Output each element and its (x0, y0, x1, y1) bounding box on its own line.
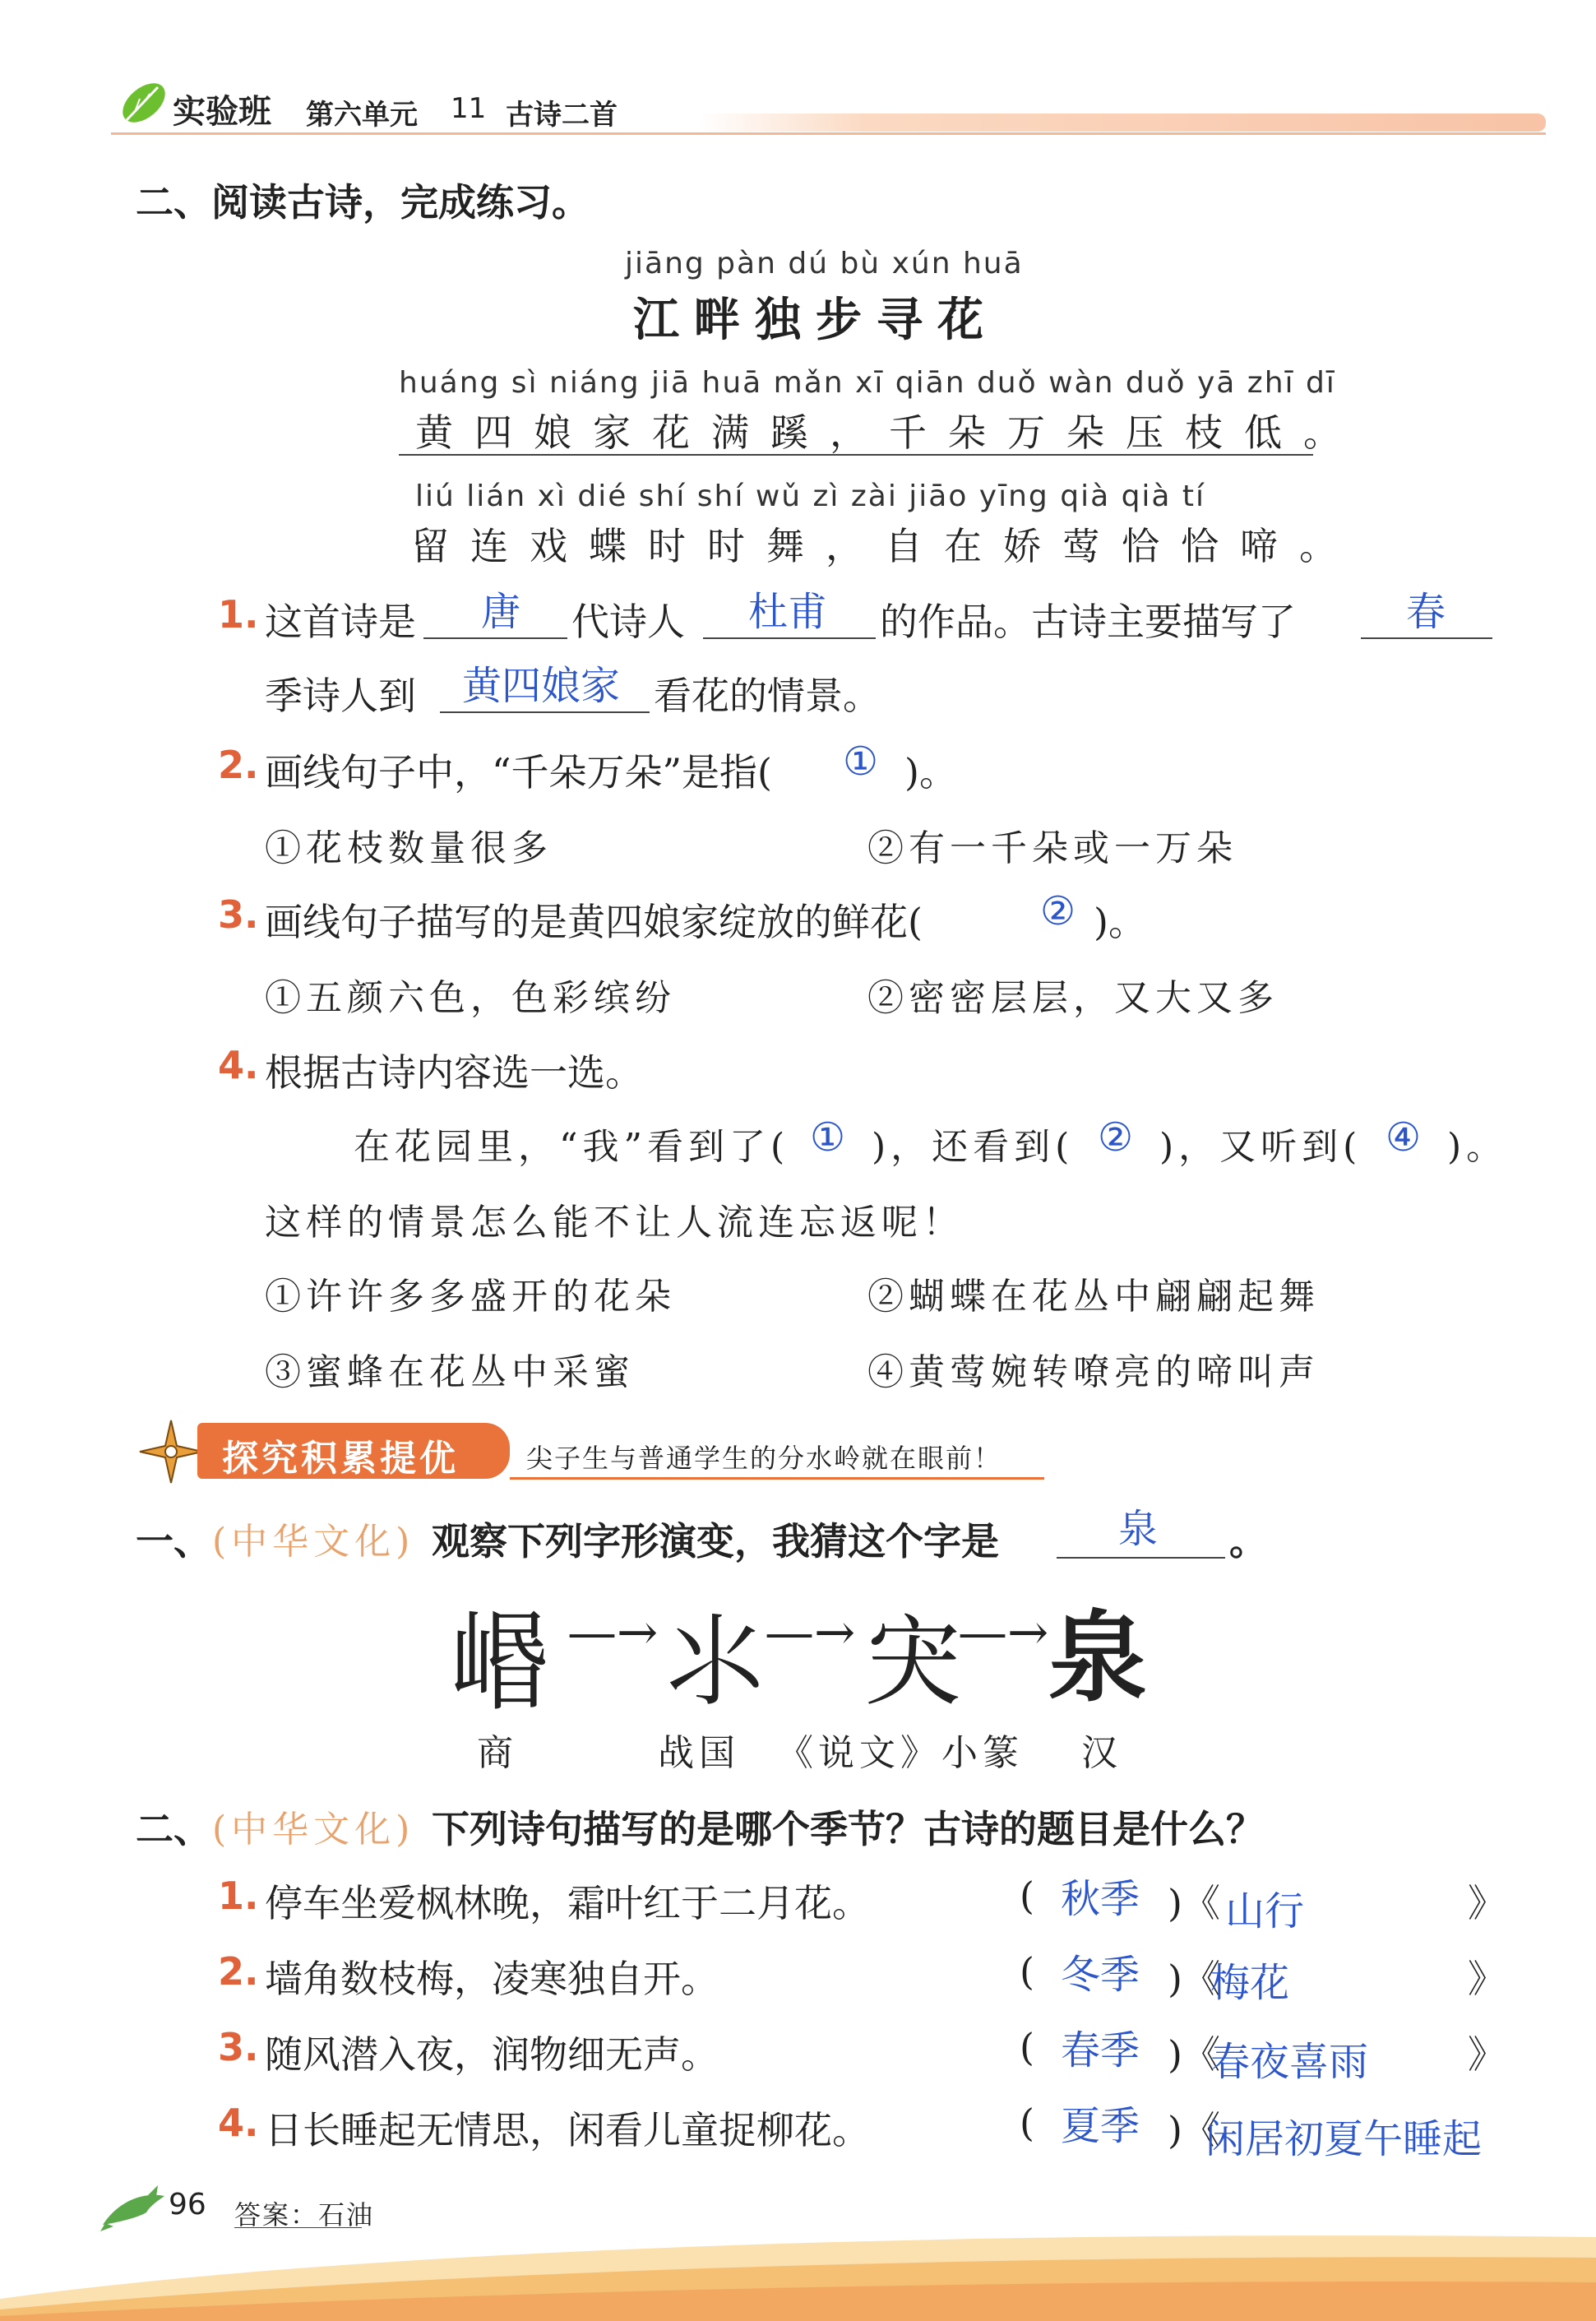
ext2-item-season: 冬季 (1061, 1952, 1140, 1998)
title-close: 》 (1468, 2032, 1506, 2077)
q4-answer-3: ④ (1386, 1114, 1422, 1160)
ext2-prefix: 二、 (136, 1807, 211, 1851)
q4-option-3: ③蜜蜂在花丛中采蜜 (265, 1351, 635, 1393)
ext2-item-line: 随风潜入夜，润物细无声。 (265, 2032, 719, 2077)
section-title: 二、阅读古诗，完成练习。 (136, 180, 590, 225)
footer-wave (0, 2221, 1596, 2321)
q1-answer-dynasty: 唐 (481, 589, 521, 635)
title-close: 》 (1468, 1957, 1506, 2001)
q2-close: )。 (904, 750, 957, 795)
q2-answer: ① (843, 739, 879, 785)
q4-sentence-3: )，又听到( (1159, 1126, 1362, 1168)
ext1-blank (1057, 1557, 1225, 1559)
arrow-2: —→ (765, 1604, 856, 1661)
glyph-label-zhanguo: 战国 (658, 1732, 740, 1774)
q4-option-4: ④黄莺婉转嘹亮的啼叫声 (867, 1351, 1320, 1393)
glyph-label-shang: 商 (477, 1732, 518, 1774)
q2-option-1: ①花枝数量很多 (265, 827, 553, 869)
header-stripe (699, 114, 1546, 132)
ext1-prefix: 一、 (136, 1519, 211, 1564)
q1-blank-3 (1361, 637, 1492, 639)
glyph-shuowen: 宊 (863, 1605, 962, 1720)
ext1-text: 观察下列字形演变，我猜这个字是 (432, 1519, 999, 1564)
page-number: 96 (169, 2188, 206, 2221)
q3-option-2: ②密密层层，又大又多 (867, 977, 1279, 1019)
q4-sentence-4: )。 (1447, 1126, 1508, 1168)
q2-text: 画线句子中，“千朵万朵”是指( (265, 750, 772, 795)
q4-text: 根据古诗内容选一选。 (265, 1050, 643, 1095)
ext2-item-number: 1. (218, 1874, 259, 1918)
ext2-tag: (中华文化) (212, 1809, 415, 1851)
q3-text: 画线句子描写的是黄四娘家绽放的鲜花( (265, 900, 923, 944)
ext1-end: 。 (1229, 1519, 1267, 1564)
q2-option-2: ②有一千朵或一万朵 (867, 827, 1237, 869)
q4-option-1: ①许许多多盛开的花朵 (265, 1276, 676, 1318)
q1-text-5: 看花的情景。 (654, 674, 881, 718)
q2-number: 2. (218, 743, 259, 787)
q1-answer-season: 春 (1406, 589, 1446, 635)
leaf-logo-icon (115, 74, 173, 132)
q4-sentence-5: 这样的情景怎么能不让人流连忘返呢！ (265, 1202, 964, 1244)
ext2-item-title: 山行 (1225, 1888, 1305, 1934)
poem-title-pinyin: jiāng pàn dú bù xún huā (625, 247, 1024, 280)
q1-text-2: 代诗人 (571, 600, 685, 644)
lesson-number: 11 (451, 92, 487, 125)
poem-line2: 留连戏蝶时时舞，自在娇莺恰恰啼。 (411, 524, 1358, 568)
q3-number: 3. (218, 892, 259, 937)
q1-answer-poet: 杜甫 (748, 589, 828, 635)
poem-line1: 黄四娘家花满蹊，千朵万朵压枝低。 (415, 410, 1362, 455)
paren-open: ( (1020, 2101, 1034, 2145)
q1-blank-2 (703, 637, 876, 639)
glyph-han: 泉 (1048, 1600, 1147, 1716)
q3-close: )。 (1094, 900, 1146, 944)
banner-underline (510, 1477, 1044, 1480)
ext2-item-season: 夏季 (1061, 2103, 1140, 2149)
q4-sentence-2: )，还看到( (872, 1126, 1075, 1168)
compass-star-icon (138, 1419, 204, 1485)
paren-open: ( (1020, 1874, 1034, 1918)
q1-answer-place: 黄四娘家 (462, 663, 621, 709)
unit-label: 第六单元 (306, 99, 418, 132)
q4-answer-1: ① (810, 1114, 846, 1160)
ext2-item-line: 停车坐爱枫林晚，霜叶红于二月花。 (265, 1881, 870, 1925)
paren-open: ( (1020, 2025, 1034, 2069)
ext2-item-title: 闲居初夏午睡起 (1205, 2116, 1483, 2162)
ext2-item-number: 4. (218, 2101, 259, 2145)
glyph-label-shuowen: 《说文》小篆 (777, 1732, 1024, 1774)
poem-title: 江畔独步寻花 (633, 294, 998, 347)
poem-line1-underline (399, 454, 1313, 456)
ext2-item-season: 春季 (1061, 2027, 1140, 2073)
poem-line1-pinyin: huáng sì niáng jiā huā mǎn xī qiān duǒ wàn duǒ yā zhī dī (399, 366, 1336, 400)
glyph-shang: 㟭 (451, 1601, 549, 1726)
ext2-item-number: 2. (218, 1949, 259, 1994)
q1-text-1: 这首诗是 (265, 600, 416, 644)
q4-answer-2: ② (1098, 1114, 1134, 1160)
title-open: )《 (1168, 1881, 1220, 1925)
header-rule (111, 132, 1546, 135)
ext2-item-season: 秋季 (1061, 1876, 1140, 1922)
answer-note: 答案：石油 (234, 2199, 375, 2231)
glyph-label-han: 汉 (1081, 1732, 1122, 1774)
ext1-tag: (中华文化) (212, 1521, 415, 1563)
title-open: )《 (1168, 1957, 1220, 2001)
q1-blank-4 (440, 711, 650, 713)
ext2-item-line: 墙角数枝梅，凌寒独自开。 (265, 1957, 719, 2001)
q1-text-4: 季诗人到 (265, 674, 416, 718)
q3-answer: ② (1040, 888, 1076, 934)
ext2-item-title: 春夜喜雨 (1210, 2039, 1369, 2085)
q1-text-3: 的作品。古诗主要描写了 (880, 600, 1296, 644)
title-close: 》 (1468, 1881, 1506, 1925)
paren-open: ( (1020, 1949, 1034, 1994)
glyph-zhanguo: ⺢ (666, 1605, 765, 1720)
poem-line2-pinyin: liú lián xì dié shí shí wǔ zì zài jiāo yīng qià qià tí (415, 479, 1206, 513)
ext2-item-number: 3. (218, 2025, 259, 2069)
arrow-1: —→ (567, 1604, 659, 1661)
q4-number: 4. (218, 1043, 259, 1087)
title-open: )《 (1168, 2108, 1220, 2152)
ext2-item-line: 日长睡起无情思，闲看儿童捉柳花。 (265, 2108, 870, 2152)
brand-name: 实验班 (173, 93, 271, 131)
q4-option-2: ②蝴蝶在花丛中翩翩起舞 (867, 1276, 1320, 1318)
q4-sentence-1: 在花园里，“我”看到了( (354, 1126, 790, 1168)
ext1-answer: 泉 (1118, 1506, 1159, 1552)
lesson-title: 古诗二首 (506, 99, 618, 132)
ext2-text: 下列诗句描写的是哪个季节？古诗的题目是什么？ (432, 1807, 1264, 1851)
banner-title: 探究积累提优 (222, 1438, 459, 1480)
q1-number: 1. (218, 592, 259, 637)
q1-blank-1 (423, 637, 567, 639)
banner-subtitle: 尖子生与普通学生的分水岭就在眼前！ (526, 1443, 1002, 1474)
q3-option-1: ①五颜六色，色彩缤纷 (265, 977, 676, 1019)
ext2-item-title: 梅花 (1210, 1960, 1290, 2006)
arrow-3: —→ (958, 1604, 1049, 1661)
title-open: )《 (1168, 2032, 1220, 2077)
